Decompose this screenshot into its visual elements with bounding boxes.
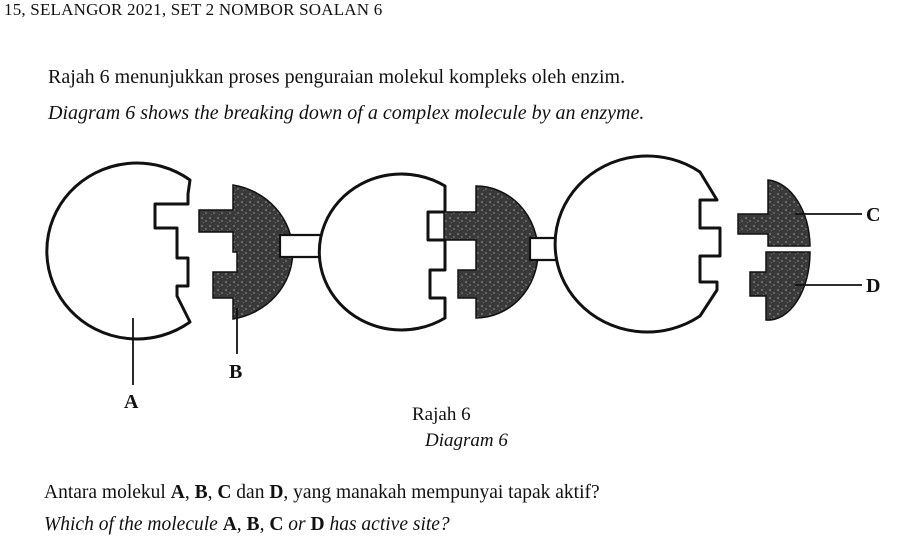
question-english-option-d: D: [310, 514, 325, 535]
question-text-english: [44, 514, 450, 536]
intro-text-english: Diagram 6 shows the breaking down of a complex molecule by an enzyme.: [48, 102, 645, 124]
diagram-caption-english: Diagram 6: [425, 430, 508, 451]
intro-text-malay: Rajah 6 menunjukkan proses penguraian molekul kompleks oleh enzim.: [48, 66, 626, 88]
question-english-sep-1: ,: [236, 514, 247, 535]
complex-enzyme-shape: [319, 174, 445, 330]
question-english-or: or: [283, 514, 311, 535]
complex-substrate-shape: [444, 186, 538, 318]
question-malay-sep-1: ,: [184, 482, 195, 503]
question-english-sep-2: ,: [259, 514, 270, 535]
question-text-malay: [44, 482, 600, 504]
question-english-option-c: C: [269, 514, 284, 535]
enzyme-a-shape: [47, 163, 190, 339]
label-b: B: [229, 361, 243, 383]
label-c: C: [866, 204, 881, 226]
question-english-option-a: A: [222, 514, 237, 535]
question-malay-option-d: D: [269, 482, 284, 503]
question-malay-and: dan: [231, 482, 270, 503]
label-d: D: [866, 275, 881, 297]
question-malay-option-c: C: [217, 482, 232, 503]
question-malay-sep-2: ,: [207, 482, 218, 503]
question-malay-option-a: A: [170, 482, 185, 503]
question-malay-option-b: B: [194, 482, 208, 503]
question-english-option-b: B: [246, 514, 260, 535]
question-malay-suffix: , yang manakah mempunyai tapak aktif?: [283, 482, 600, 503]
diagram-caption-malay: Rajah 6: [412, 404, 471, 425]
exam-reference-header: 15, SELANGOR 2021, SET 2 NOMBOR SOALAN 6: [4, 0, 383, 19]
product-c-shape: [738, 180, 810, 246]
question-malay-prefix: Antara molekul: [44, 482, 171, 503]
released-enzyme-shape: [555, 156, 720, 332]
label-a: A: [124, 391, 139, 413]
question-english-suffix: has active site?: [324, 514, 450, 535]
product-d-shape: [750, 252, 810, 320]
substrate-b-shape: [199, 185, 293, 319]
question-english-prefix: Which of the molecule: [44, 514, 223, 535]
